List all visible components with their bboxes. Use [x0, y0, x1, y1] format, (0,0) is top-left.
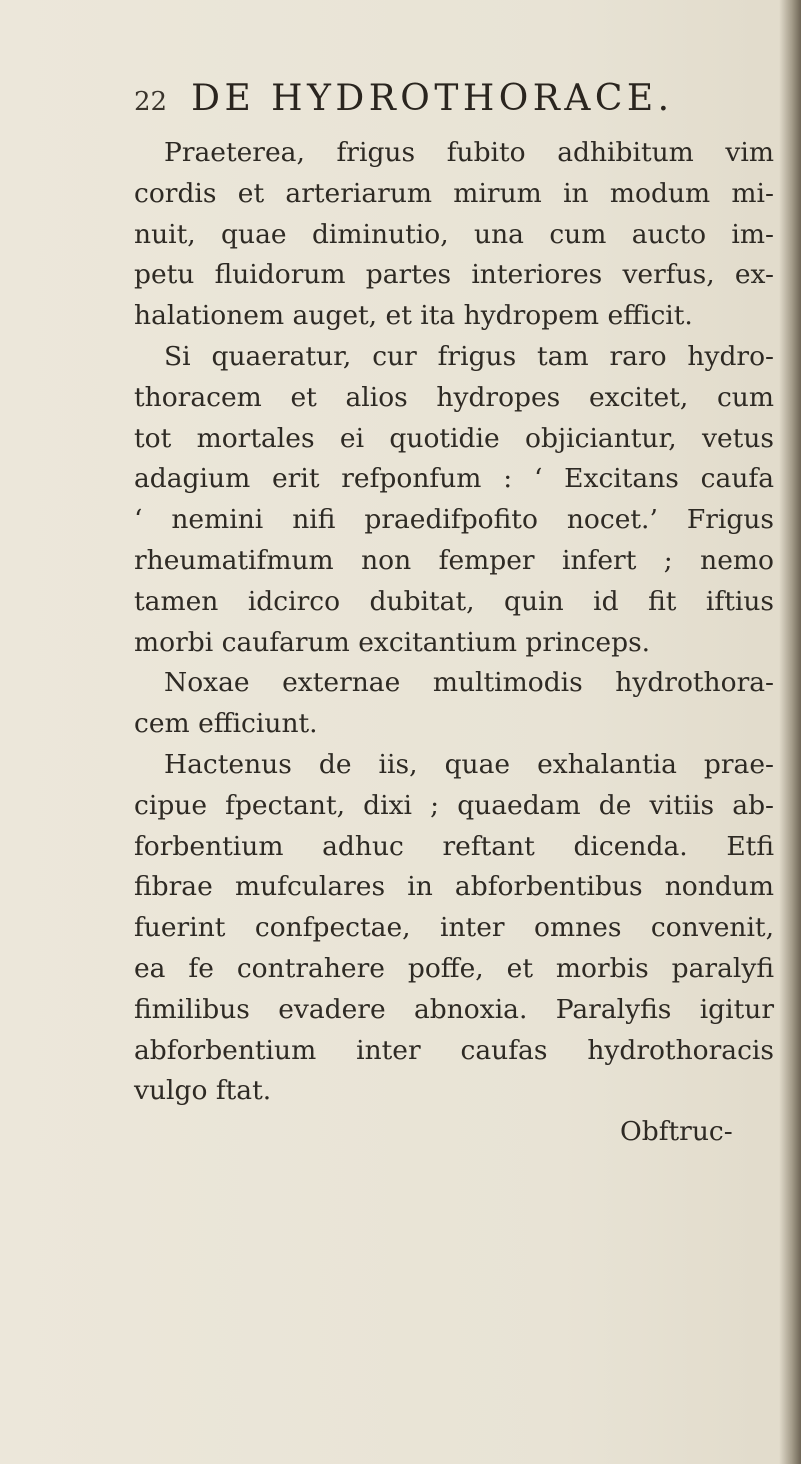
- text-line: petu fluidorum partes interiores verfus, ex-: [134, 259, 774, 291]
- running-title: DE HYDROTHORACE.: [191, 78, 674, 119]
- text-line: vulgo ftat.: [134, 1075, 272, 1107]
- body-text: [134, 133, 774, 1153]
- text-line: nuit, quae diminutio, una cum aucto im-: [134, 218, 774, 250]
- text-line: halationem auget, et ita hydropem efficit.: [134, 300, 693, 332]
- text-line: forbentium adhuc reftant dicenda. Etfi: [134, 830, 774, 862]
- page-edge-shadow: [779, 0, 801, 1464]
- text-line: Hactenus de iis, quae exhalantia prae-: [164, 748, 774, 780]
- text-line: cordis et arteriarum mirum in modum mi-: [134, 177, 774, 209]
- text-line: morbi caufarum excitantium princeps.: [134, 626, 651, 658]
- text-line: abforbentium inter caufas hydrothoracis: [134, 1034, 774, 1066]
- catchword: Obftruc-: [620, 1116, 733, 1148]
- page-number: 22: [134, 87, 168, 117]
- text-line: rheumatifmum non femper infert ; nemo: [134, 544, 774, 576]
- text-line: adagium erit refponfum : ‘ Excitans caufa: [134, 463, 774, 495]
- text-line: ‘ nemini nifi praedifpofito nocet.’ Frigus: [134, 504, 774, 536]
- text-line: tamen idcirco dubitat, quin id fit iftius: [134, 585, 774, 617]
- text-line: fimilibus evadere abnoxia. Paralyfis igitur: [134, 993, 774, 1025]
- page-header: [134, 78, 674, 128]
- text-line: fibrae mufculares in abforbentibus nondum: [134, 871, 774, 903]
- text-line: tot mortales ei quotidie objiciantur, vetus: [134, 422, 774, 454]
- text-line: Si quaeratur, cur frigus tam raro hydro-: [164, 340, 774, 372]
- text-line: Praeterea, frigus fubito adhibitum vim: [164, 137, 774, 168]
- text-line: cem efficiunt.: [134, 708, 318, 740]
- text-line: thoracem et alios hydropes excitet, cum: [134, 381, 774, 413]
- text-line: Noxae externae multimodis hydrothora-: [164, 667, 774, 699]
- text-line: ea fe contrahere poffe, et morbis paralyfi: [134, 952, 774, 984]
- text-line: fuerint confpectae, inter omnes convenit,: [134, 912, 774, 944]
- text-line: cipue fpectant, dixi ; quaedam de vitiis ab-: [134, 789, 774, 821]
